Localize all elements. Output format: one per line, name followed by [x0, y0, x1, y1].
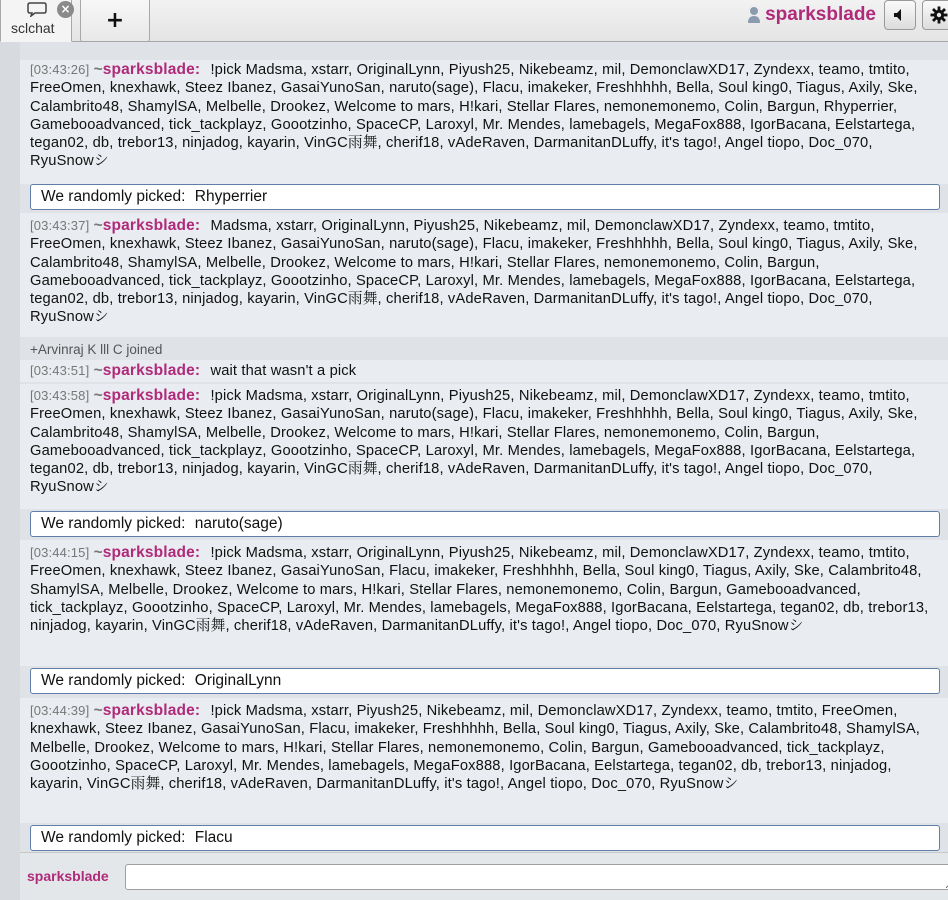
user-icon	[747, 6, 761, 24]
input-username-label[interactable]: sparksblade	[27, 868, 109, 884]
speaker-icon	[892, 7, 908, 23]
gear-icon	[930, 6, 948, 24]
chat-log[interactable]	[20, 50, 948, 852]
pick-result	[30, 184, 940, 210]
pick-name: OriginalLynn	[194, 672, 282, 689]
left-gutter	[0, 42, 20, 900]
pick-prefix: We randomly picked:	[41, 515, 186, 532]
message-author[interactable]: ~sparksblade:	[93, 544, 201, 561]
chat-bubble-icon	[27, 2, 47, 17]
timestamp: [03:43:26]	[30, 62, 90, 77]
chat-message	[20, 384, 948, 509]
plus-icon: +	[105, 7, 125, 33]
timestamp: [03:43:58]	[30, 388, 90, 403]
chat-input-bar	[20, 852, 948, 900]
message-text: Madsma, xstarr, OriginalLynn, Piyush25, Nikebeamz, mil, DemonclawXD17, Zyndexx, teamo, tmtito, FreeOmen, knexhawk, Steez Ibanez, GasaiYunoSan, naruto(sage), Flacu, imakeker, Freshhhhh, Bella, Soul king0, Tiagus, Axily, Ske, Calambrito48, ShamylSA, Melbelle, Drookez, Welcome to mars, H!kari, Stellar Flares, nemonemonemo, Colin, Bargun, Gamebooadvanced, tick_tackplayz, Goootzinho, SpaceCP, Laroxyl, Mr. Mendes, lamebagels, MegaFox888, IgorBacana, Eelstartega, tegan02, db, trebor13, ninjadog, kayarin, VinGC雨舞, cherif18, vAdeRaven, DarmanitanDLuffy, it's tago!, Angel tiopo, Doc_070, RyuSnowシ	[30, 218, 918, 326]
top-bar	[0, 0, 948, 42]
timestamp: [03:43:37]	[30, 218, 90, 233]
tab-label: sclchat	[11, 20, 55, 36]
tab-sclchat[interactable]	[0, 0, 72, 42]
timestamp: [03:43:51]	[30, 363, 90, 378]
pick-result	[30, 668, 940, 694]
username: sparksblade	[765, 4, 876, 25]
timestamp: [03:44:15]	[30, 545, 90, 560]
sound-button[interactable]	[884, 0, 916, 30]
options-button[interactable]	[922, 0, 948, 30]
chat-message	[20, 60, 948, 184]
pick-result	[30, 511, 940, 537]
message-author[interactable]: ~sparksblade:	[93, 61, 201, 78]
close-icon[interactable]: ×	[57, 1, 74, 18]
chat-message	[20, 698, 948, 823]
pick-name: Rhyperrier	[194, 188, 268, 205]
message-text: !pick Madsma, xstarr, OriginalLynn, Piyush25, Nikebeamz, mil, DemonclawXD17, Zyndexx, teamo, tmtito, FreeOmen, knexhawk, Steez Ibanez, GasaiYunoSan, naruto(sage), Flacu, imakeker, Freshhhhh, Bella, Soul king0, Tiagus, Axily, Ske, Calambrito48, ShamylSA, Melbelle, Drookez, Welcome to mars, H!kari, Stellar Flares, nemonemonemo, Colin, Bargun, Gamebooadvanced, tick_tackplayz, Goootzinho, SpaceCP, Laroxyl, Mr. Mendes, lamebagels, MegaFox888, IgorBacana, Eelstartega, tegan02, db, trebor13, ninjadog, kayarin, VinGC雨舞, cherif18, vAdeRaven, DarmanitanDLuffy, it's tago!, Angel tiopo, Doc_070, RyuSnowシ	[30, 388, 918, 496]
pick-prefix: We randomly picked:	[41, 672, 186, 689]
message-author[interactable]: ~sparksblade:	[93, 387, 201, 404]
pick-name: naruto(sage)	[194, 515, 283, 532]
message-author[interactable]: ~sparksblade:	[93, 362, 201, 379]
pick-prefix: We randomly picked:	[41, 829, 186, 846]
message-text: !pick Madsma, xstarr, OriginalLynn, Piyush25, Nikebeamz, mil, DemonclawXD17, Zyndexx, teamo, tmtito, FreeOmen, knexhawk, Steez Ibanez, GasaiYunoSan, naruto(sage), Flacu, imakeker, Freshhhhh, Bella, Soul king0, Tiagus, Axily, Ske, Calambrito48, ShamylSA, Melbelle, Drookez, Welcome to mars, H!kari, Stellar Flares, nemonemonemo, Colin, Bargun, Rhyperrier, Gamebooadvanced, tick_tackplayz, Goootzinho, SpaceCP, Laroxyl, Mr. Mendes, lamebagels, MegaFox888, IgorBacana, Eelstartega, tegan02, db, trebor13, ninjadog, kayarin, VinGC雨舞, cherif18, vAdeRaven, DarmanitanDLuffy, it's tago!, Angel tiopo, Doc_070, RyuSnowシ	[30, 62, 918, 170]
pick-name: Flacu	[194, 829, 233, 846]
add-room-button[interactable]	[80, 0, 150, 42]
chat-input[interactable]	[125, 864, 948, 890]
pick-prefix: We randomly picked:	[41, 188, 186, 205]
message-text: !pick Madsma, xstarr, Piyush25, Nikebeamz, mil, DemonclawXD17, Zyndexx, teamo, tmtito, FreeOmen, knexhawk, Steez Ibanez, GasaiYunoSan, Flacu, imakeker, Freshhhhh, Bella, Soul king0, Tiagus, Axily, Ske, Calambrito48, ShamylSA, Melbelle, Drookez, Welcome to mars, H!kari, Stellar Flares, nemonemonemo, Colin, Bargun, Gamebooadvanced, tick_tackplayz, Goootzinho, SpaceCP, Laroxyl, Mr. Mendes, lamebagels, MegaFox888, IgorBacana, Eelstartega, tegan02, db, trebor13, ninjadog, kayarin, VinGC雨舞, cherif18, vAdeRaven, DarmanitanDLuffy, it's tago!, Angel tiopo, Doc_070, RyuSnowシ	[30, 703, 921, 793]
join-notice: +Arvinraj K lll C joined	[30, 342, 163, 357]
timestamp: [03:44:39]	[30, 703, 90, 718]
chat-message	[20, 360, 948, 382]
message-author[interactable]: ~sparksblade:	[93, 702, 201, 719]
message-text: !pick Madsma, xstarr, OriginalLynn, Piyush25, Nikebeamz, mil, DemonclawXD17, Zyndexx, teamo, tmtito, FreeOmen, knexhawk, Steez Ibanez, GasaiYunoSan, Flacu, imakeker, Freshhhhh, Bella, Soul king0, Tiagus, Axily, Ske, Calambrito48, ShamylSA, Melbelle, Drookez, Welcome to mars, H!kari, Stellar Flares, nemonemonemo, Colin, Bargun, Gamebooadvanced, tick_tackplayz, Goootzinho, SpaceCP, Laroxyl, Mr. Mendes, lamebagels, MegaFox888, IgorBacana, Eelstartega, tegan02, db, trebor13, ninjadog, kayarin, VinGC雨舞, cherif18, vAdeRaven, DarmanitanDLuffy, it's tago!, Angel tiopo, Doc_070, RyuSnowシ	[30, 545, 929, 635]
pick-result	[30, 825, 940, 851]
chat-message	[20, 540, 948, 666]
chat-message	[20, 213, 948, 337]
message-text: wait that wasn't a pick	[210, 363, 357, 379]
user-display[interactable]	[747, 3, 876, 27]
message-author[interactable]: ~sparksblade:	[93, 217, 201, 234]
